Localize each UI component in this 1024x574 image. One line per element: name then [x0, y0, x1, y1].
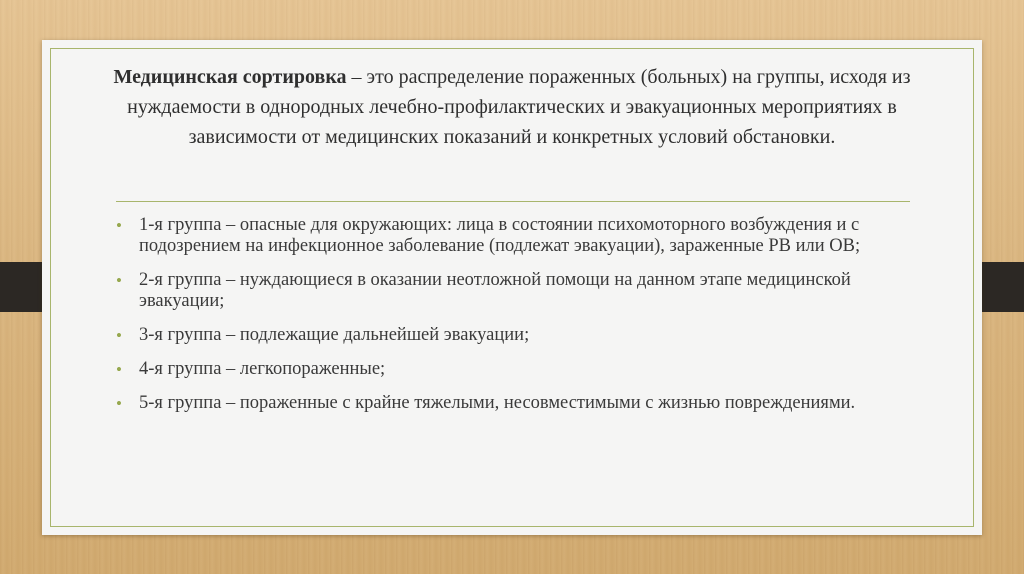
- list-item: [112, 325, 932, 346]
- list-item-text: 3-я группа – подлежащие дальнейшей эвакуации;: [139, 325, 530, 345]
- list-item: [112, 393, 932, 414]
- list-item-text: 4-я группа – легкопораженные;: [139, 359, 386, 379]
- list-item-text: 2-я группа – нуждающиеся в оказании неотложной помощи на данном этапе медицинской эвакуации;: [139, 270, 851, 311]
- group-list: [112, 215, 932, 427]
- slide-heading: [100, 62, 924, 152]
- heading-divider: [116, 201, 910, 202]
- bullet-dot-icon: •: [116, 271, 122, 290]
- bullet-dot-icon: •: [116, 394, 122, 413]
- heading-definition: – это распределение пораженных (больных) на группы, исходя из нуждаемости в однородных лечебно-профилактических и эвакуационных мероприятиях в зависимости от медицинских показаний и конкретных условий обстановки.: [127, 66, 911, 148]
- slide: [42, 40, 982, 535]
- list-item: [112, 270, 932, 312]
- heading-term: Медицинская сортировка: [113, 66, 347, 88]
- bullet-dot-icon: •: [116, 216, 122, 235]
- list-item-text: 1-я группа – опасные для окружающих: лица в состоянии психомоторного возбуждения и с подозрением на инфекционное заболевание (подлежат эвакуации), зараженные РВ или ОВ;: [139, 215, 861, 256]
- list-item: [112, 359, 932, 380]
- bullet-dot-icon: •: [116, 326, 122, 345]
- bullet-dot-icon: •: [116, 360, 122, 379]
- list-item-text: 5-я группа – пораженные с крайне тяжелыми, несовместимыми с жизнью повреждениями.: [139, 393, 856, 413]
- list-item: [112, 215, 932, 257]
